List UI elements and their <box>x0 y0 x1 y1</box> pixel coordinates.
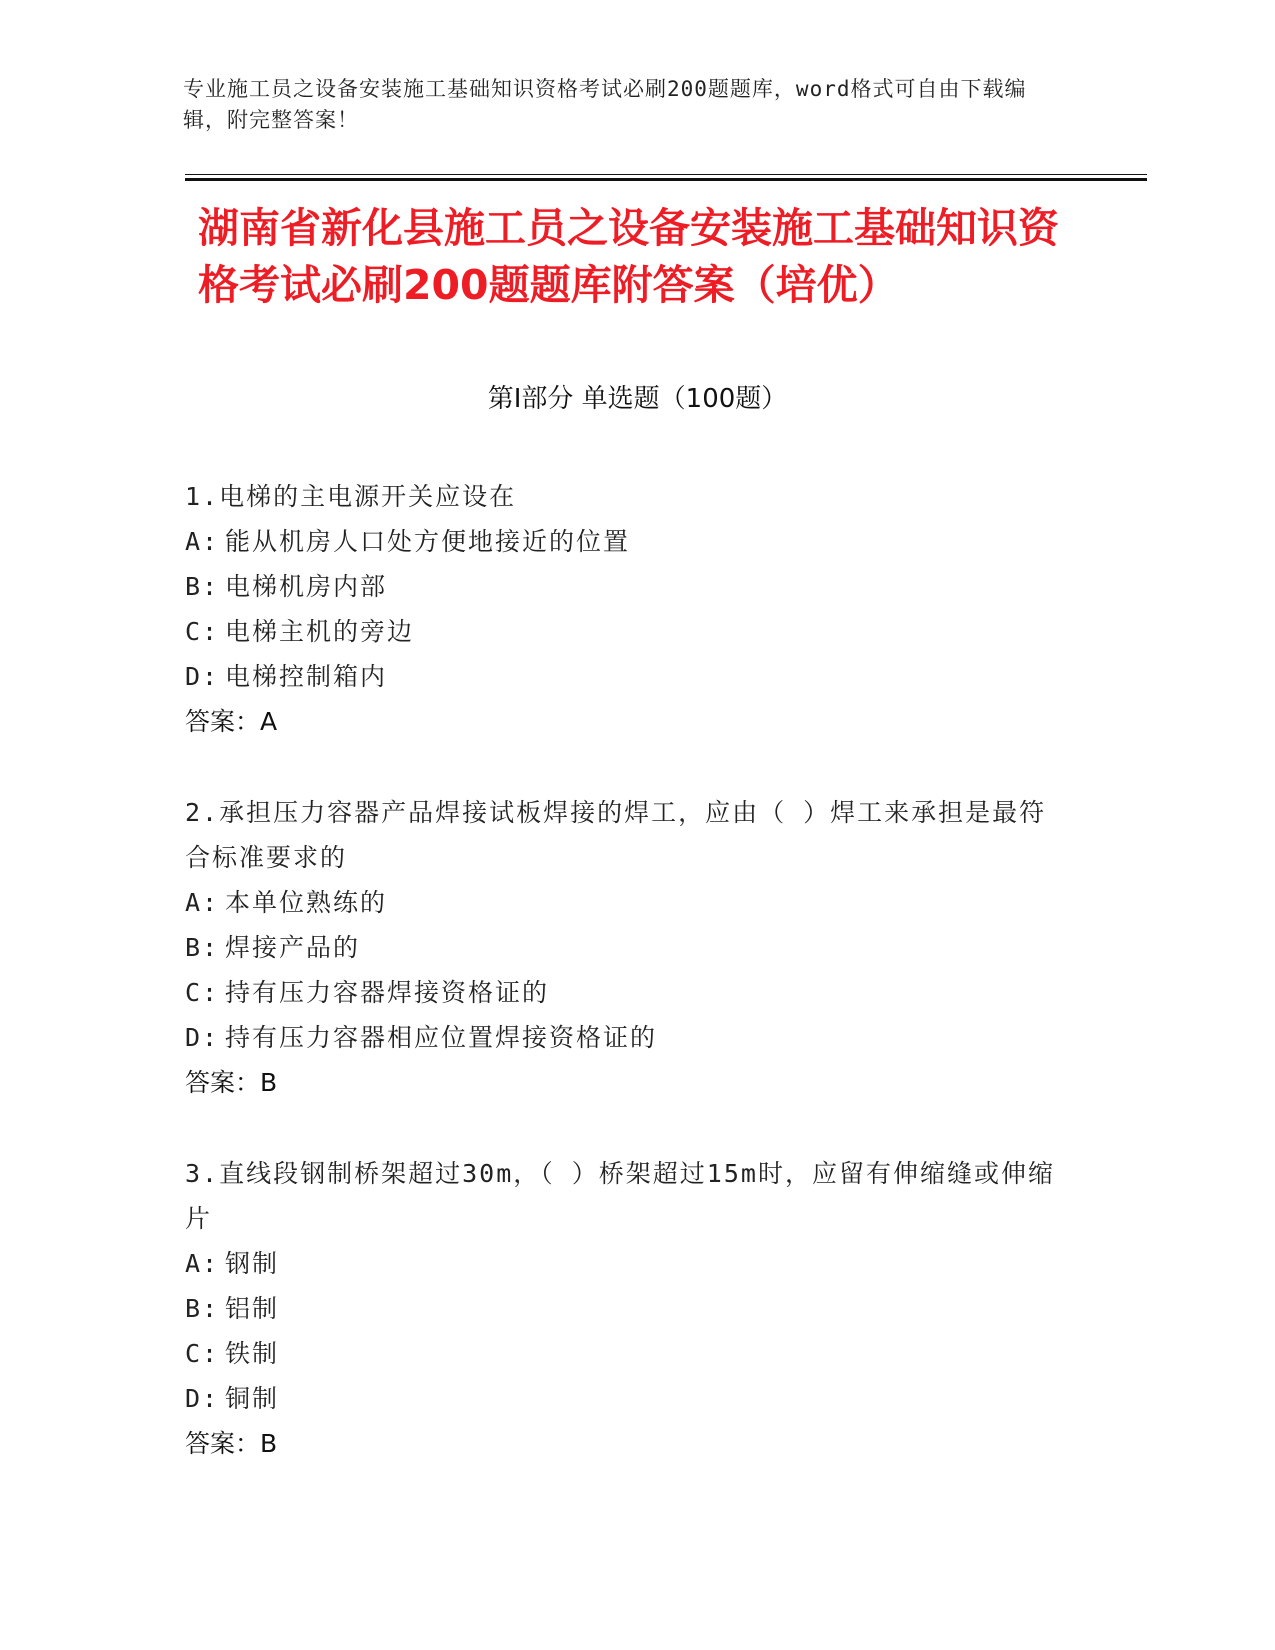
answer-line <box>185 1421 1065 1466</box>
option-d <box>185 654 1065 699</box>
answer-label: 答案： <box>185 1429 261 1458</box>
option-text: 铜制 <box>225 1384 280 1413</box>
option-letter: A: <box>185 1249 220 1278</box>
option-text: 电梯主机的旁边 <box>225 617 415 646</box>
option-d <box>185 1015 1065 1060</box>
answer-line <box>185 1060 1065 1105</box>
header-rule-thick <box>185 178 1147 181</box>
option-text: 电梯控制箱内 <box>225 662 388 691</box>
option-letter: C: <box>185 1339 220 1368</box>
option-text: 持有压力容器相应位置焊接资格证的 <box>225 1023 658 1052</box>
answer-value: B <box>260 1068 278 1097</box>
option-c <box>185 609 1065 654</box>
option-letter: B: <box>185 933 220 962</box>
option-text: 铝制 <box>225 1294 280 1323</box>
option-text: 能从机房人口处方便地接近的位置 <box>225 527 631 556</box>
answer-label: 答案： <box>185 707 261 736</box>
option-letter: A: <box>185 527 220 556</box>
option-c <box>185 1331 1065 1376</box>
option-letter: A: <box>185 888 220 917</box>
option-letter: C: <box>185 978 220 1007</box>
option-letter: B: <box>185 1294 220 1323</box>
question-stem: 2.承担压力容器产品焊接试板焊接的焊工，应由（ ）焊工来承担是最符合标准要求的 <box>185 798 1047 872</box>
header-rule-thin <box>185 174 1147 175</box>
option-letter: D: <box>185 1384 220 1413</box>
question-2 <box>185 790 1065 1105</box>
option-letter: D: <box>185 1023 220 1052</box>
option-letter: B: <box>185 572 220 601</box>
option-text: 持有压力容器焊接资格证的 <box>225 978 550 1007</box>
option-a <box>185 880 1065 925</box>
option-a <box>185 1241 1065 1286</box>
option-text: 本单位熟练的 <box>225 888 388 917</box>
option-a <box>185 519 1065 564</box>
answer-line <box>185 699 1065 744</box>
option-letter: C: <box>185 617 220 646</box>
document-title: 湖南省新化县施工员之设备安装施工基础知识资格考试必刷200题题库附答案（培优） <box>198 204 1059 309</box>
option-c <box>185 970 1065 1015</box>
answer-value: B <box>260 1429 278 1458</box>
header-note: 专业施工员之设备安装施工基础知识资格考试必刷200题题库，word格式可自由下载编辑，附完整答案！ <box>183 77 1027 132</box>
question-stem: 3.直线段钢制桥架超过30m，（ ）桥架超过15m时，应留有伸缩缝或伸缩片 <box>185 1159 1055 1233</box>
question-3 <box>185 1151 1065 1466</box>
answer-value: A <box>260 707 278 736</box>
option-text: 电梯机房内部 <box>225 572 388 601</box>
section-heading: 第I部分 单选题（100题） <box>487 384 788 414</box>
question-1 <box>185 474 1065 744</box>
option-b <box>185 564 1065 609</box>
option-text: 钢制 <box>225 1249 280 1278</box>
answer-label: 答案： <box>185 1068 261 1097</box>
question-list <box>185 474 1065 1512</box>
option-d <box>185 1376 1065 1421</box>
option-letter: D: <box>185 662 220 691</box>
option-b <box>185 925 1065 970</box>
option-text: 焊接产品的 <box>225 933 361 962</box>
option-text: 铁制 <box>225 1339 280 1368</box>
option-b <box>185 1286 1065 1331</box>
question-stem: 1.电梯的主电源开关应设在 <box>185 482 517 511</box>
